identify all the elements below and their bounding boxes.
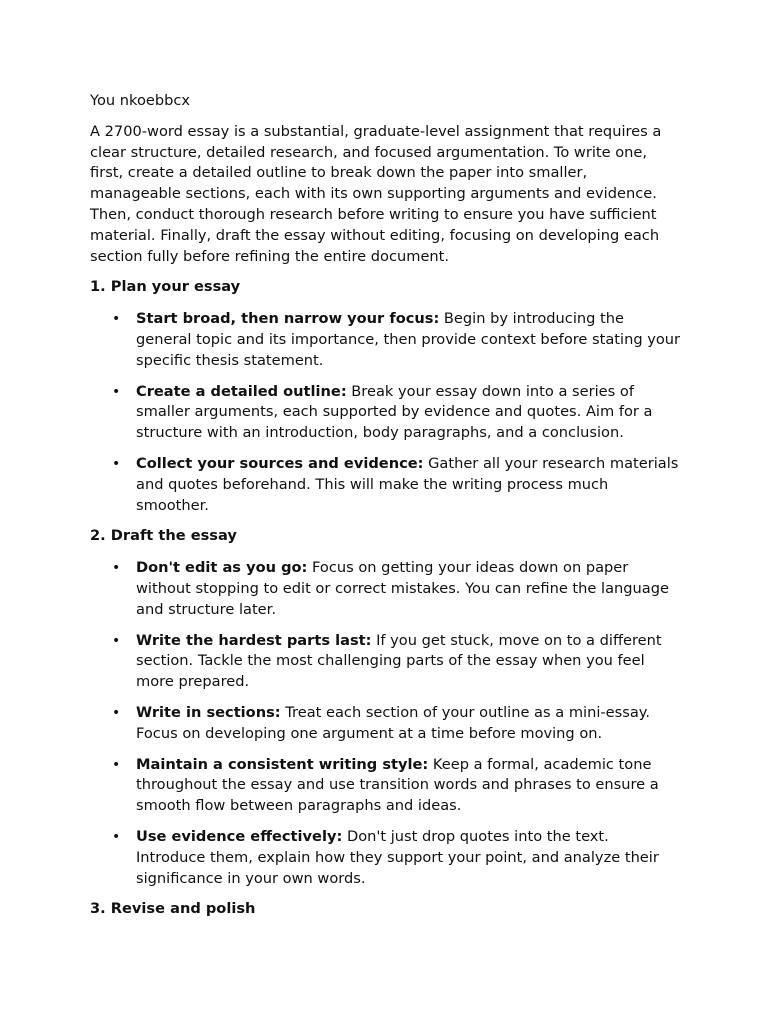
bullet-icon: • bbox=[112, 383, 121, 400]
bullet-icon: • bbox=[112, 704, 121, 721]
section-heading: 1. Plan your essay bbox=[90, 278, 241, 296]
list-item bbox=[90, 703, 681, 745]
item-title: Write the hardest parts last: bbox=[136, 631, 372, 649]
item-title: Use evidence effectively: bbox=[136, 827, 343, 845]
list-item bbox=[90, 827, 681, 889]
bullet-icon: • bbox=[112, 560, 121, 577]
item-title: Create a detailed outline: bbox=[136, 382, 347, 400]
item-text: Focus on getting your ideas down on paper without stopping to edit or correct mistakes. You can refine the language and structure later. bbox=[136, 559, 669, 618]
section-draft bbox=[90, 526, 678, 889]
item-text: If you get stuck, move on to a different section. Tackle the most challenging parts of the essay when you feel more prepared. bbox=[136, 631, 662, 691]
item-text: Treat each section of your outline as a mini-essay. Focus on developing one argument at a time before moving on. bbox=[136, 703, 650, 742]
list-item bbox=[90, 454, 681, 516]
section-revise bbox=[90, 899, 678, 920]
list-item bbox=[90, 382, 681, 444]
section-plan bbox=[90, 277, 681, 516]
section-heading: 3. Revise and polish bbox=[90, 900, 256, 918]
section-heading: 2. Draft the essay bbox=[90, 527, 237, 545]
list-item bbox=[90, 558, 681, 620]
list-item bbox=[90, 631, 681, 693]
intro-paragraph: A 2700-word essay is a substantial, graduate-level assignment that requires a clear structure, detailed research, and focused argumentation. To write one, first, create a detailed outline to break down the paper into smaller, manageable sections, each with its own supporting arguments and evidence. Then, conduct thorough research before writing to ensure you have sufficient material. Finally, draft the essay without editing, focusing on developing each section fully before refining the entire document. bbox=[90, 122, 662, 265]
author-line: You nkoebbcx bbox=[90, 92, 191, 109]
item-title: Collect your sources and evidence: bbox=[136, 454, 424, 472]
item-title: Start broad, then narrow your focus: bbox=[136, 310, 440, 328]
item-text: Gather all your research materials and quotes beforehand. This will make the writing process much smoother. bbox=[136, 454, 679, 514]
bullet-icon: • bbox=[112, 632, 121, 649]
item-title: Maintain a consistent writing style: bbox=[136, 755, 429, 773]
bullet-list bbox=[90, 309, 681, 516]
item-title: Don't edit as you go: bbox=[136, 559, 308, 577]
item-text: Don't just drop quotes into the text. Introduce them, explain how they support your point, and analyze their significance in your own words. bbox=[136, 827, 659, 887]
item-text: Begin by introducing the general topic and its importance, then provide context before stating your specific thesis statement. bbox=[136, 310, 681, 369]
list-item bbox=[90, 755, 681, 817]
bullet-list bbox=[90, 558, 678, 889]
bullet-icon: • bbox=[112, 455, 121, 472]
list-item bbox=[90, 309, 681, 371]
item-text: Break your essay down into a series of smaller arguments, each supported by evidence and quotes. Aim for a structure with an introduction, body paragraphs, and a conclusion. bbox=[136, 382, 653, 442]
item-title: Write in sections: bbox=[136, 703, 281, 721]
bullet-icon: • bbox=[112, 828, 121, 845]
bullet-icon: • bbox=[112, 311, 121, 328]
item-text: Keep a formal, academic tone throughout the essay and use transition words and phrases to ensure a smooth flow between paragraphs and ideas. bbox=[136, 755, 659, 815]
bullet-icon: • bbox=[112, 756, 121, 773]
